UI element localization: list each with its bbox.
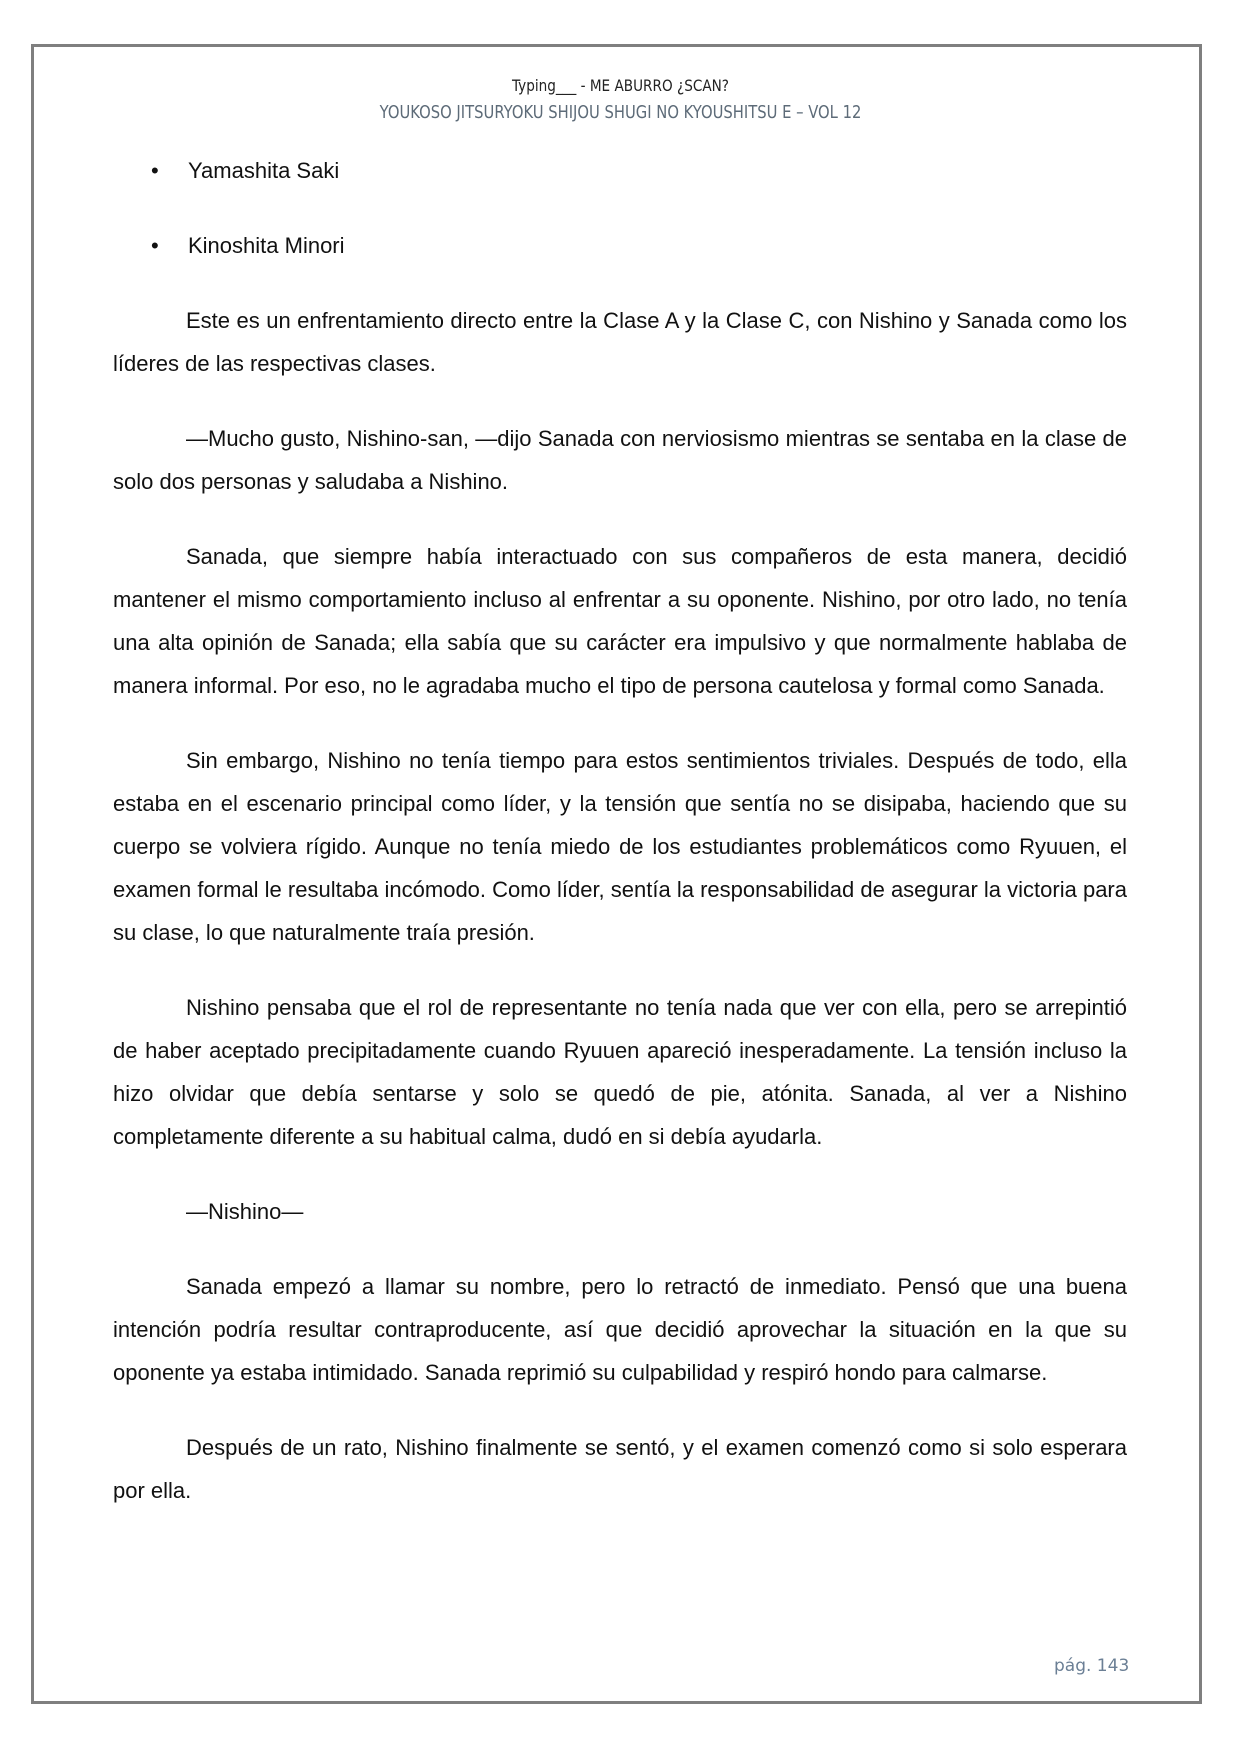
paragraph: Después de un rato, Nishino finalmente se sentó, y el examen comenzó como si solo esperara por ella.	[113, 1435, 1127, 1503]
paragraph: Nishino pensaba que el rol de representante no tenía nada que ver con ella, pero se arrepintió de haber aceptado precipitadamente cuando Ryuuen apareció inesperadamente. La tensión incluso la hizo olvidar que debía sentarse y solo se quedó de pie, atónita. Sanada, al ver a Nishino completamente diferente a su habitual calma, dudó en si debía ayudarla.	[113, 995, 1127, 1149]
bullet-icon: •	[151, 158, 159, 183]
bullet-text: Kinoshita Minori	[188, 233, 345, 258]
header-title: YOUKOSO JITSURYOKU SHIJOU SHUGI NO KYOUSHITSU E – VOL 12	[379, 102, 862, 123]
bullet-item	[113, 149, 1127, 192]
paragraph: Sanada, que siempre había interactuado con sus compañeros de esta manera, decidió mantener el mismo comportamiento incluso al enfrentar a su oponente. Nishino, por otro lado, no tenía una alta opinión de Sanada; ella sabía que su carácter era impulsivo y que normalmente hablaba de manera informal. Por eso, no le agradaba mucho el tipo de persona cautelosa y formal como Sanada.	[113, 544, 1127, 698]
bullet-icon: •	[151, 233, 159, 258]
bullet-text: Yamashita Saki	[188, 158, 340, 183]
paragraph: Sin embargo, Nishino no tenía tiempo para estos sentimientos triviales. Después de todo, ella estaba en el escenario principal como líder, y la tensión que sentía no se disipaba, haciendo que su cuerpo se volviera rígido. Aunque no tenía miedo de los estudiantes problemáticos como Ryuuen, el examen formal le resultaba incómodo. Como líder, sentía la responsabilidad de asegurar la victoria para su clase, lo que naturalmente traía presión.	[113, 748, 1127, 945]
paragraph: Sanada empezó a llamar su nombre, pero lo retractó de inmediato. Pensó que una buena intención podría resultar contraproducente, así que decidió aprovechar la situación en la que su oponente ya estaba intimidado. Sanada reprimió su culpabilidad y respiró hondo para calmarse.	[113, 1274, 1127, 1385]
page-body	[113, 149, 1127, 1544]
bullet-item	[113, 224, 1127, 267]
header-credit: Typing___ - ME ABURRO ¿SCAN?	[511, 76, 730, 95]
paragraph: —Mucho gusto, Nishino-san, —dijo Sanada con nerviosismo mientras se sentaba en la clase de solo dos personas y saludaba a Nishino.	[113, 426, 1127, 494]
page-number: pág. 143	[1054, 1656, 1130, 1676]
paragraph: Este es un enfrentamiento directo entre la Clase A y la Clase C, con Nishino y Sanada como los líderes de las respectivas clases.	[113, 308, 1127, 376]
paragraph: —Nishino—	[186, 1199, 304, 1224]
